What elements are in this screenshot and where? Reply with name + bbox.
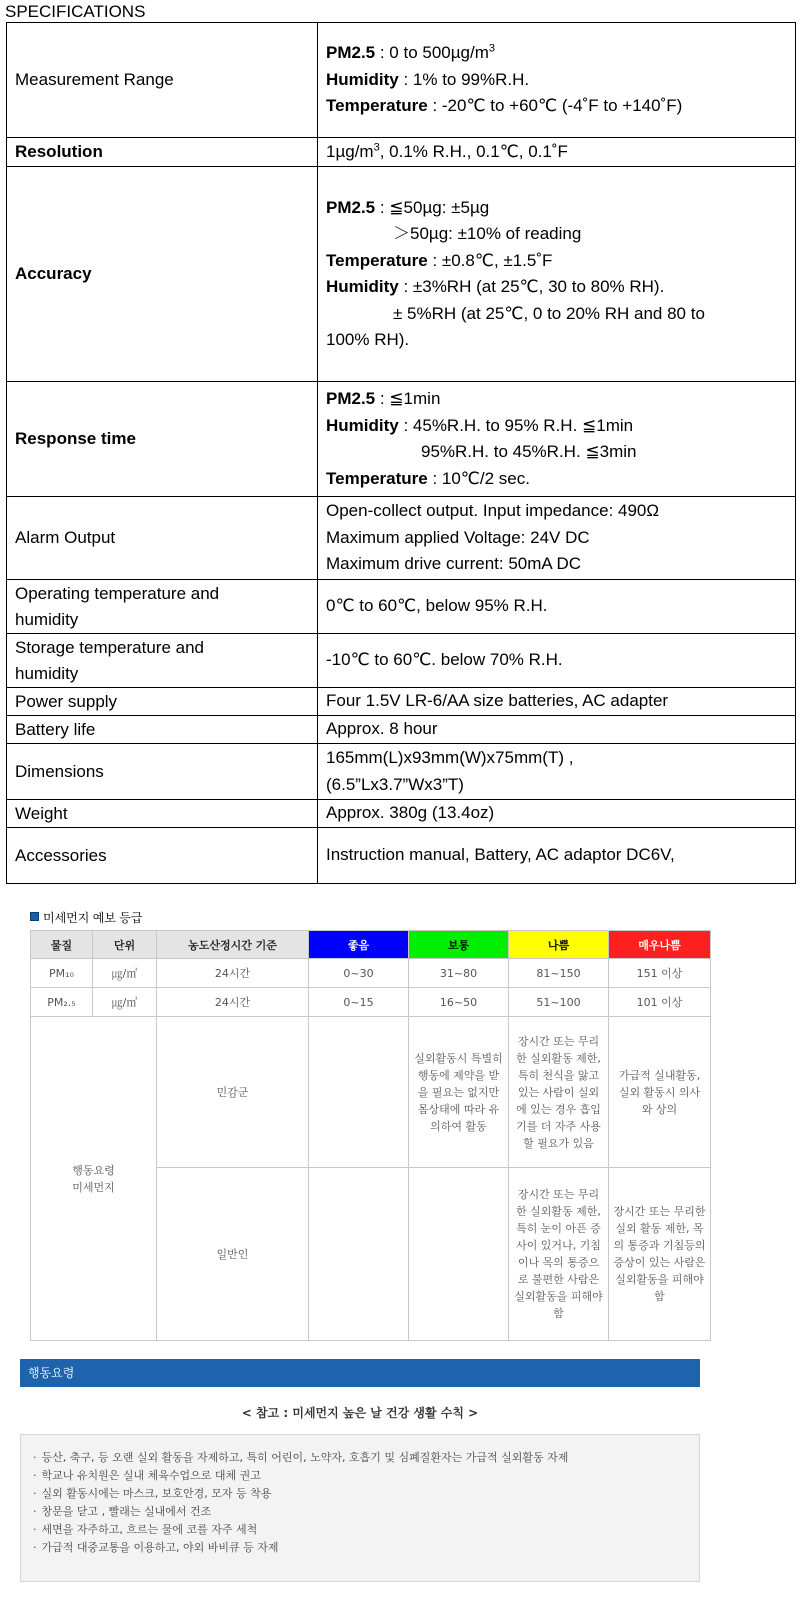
spec-value: -10℃ to 60℃. below 70% R.H. — [318, 634, 796, 688]
spec-value: 0℃ to 60℃, below 95% R.H. — [318, 580, 796, 634]
header-cell-good: 좋음 — [309, 931, 409, 959]
table-row — [7, 497, 796, 580]
list-item: · 창문을 닫고 , 빨래는 실내에서 건조 — [33, 1503, 699, 1521]
table-cell: 81~150 — [509, 959, 609, 988]
spec-label: Measurement Range — [7, 23, 318, 138]
table-cell: 장시간 또는 무리한 실외 활동 제한, 목의 통증과 기침등의 증상이 있는 사람은 실외활동을 피해야 함 — [609, 1168, 711, 1341]
table-cell: 31~80 — [409, 959, 509, 988]
list-item: · 실외 활동시에는 마스크, 보호안경, 모자 등 착용 — [33, 1485, 699, 1503]
table-row — [7, 167, 796, 382]
forecast-heading: 미세먼지 예보 등급 — [30, 909, 142, 926]
table-row — [7, 580, 796, 634]
header-cell: 단위 — [93, 931, 157, 959]
table-cell — [309, 1168, 409, 1341]
header-cell-normal: 보통 — [409, 931, 509, 959]
table-cell — [309, 1017, 409, 1168]
spec-value: Approx. 380g (13.4oz) — [318, 800, 796, 828]
spec-label: Alarm Output — [7, 497, 318, 580]
spec-value: PM2.5 : 0 to $500\mu g/m^3$ Humidity : 1% to 99%R.H. Temperature : -20℃ to +60℃ (-4˚F to +140˚F) — [318, 23, 796, 138]
table-row — [31, 1017, 711, 1168]
spec-label: Storage temperature and humidity — [7, 634, 318, 688]
spec-value: Open-collect output. Input impedance: 490Ω Maximum applied Voltage: 24V DC Maximum drive current: 50mA DC — [318, 497, 796, 580]
forecast-grade-table — [30, 930, 711, 1341]
table-cell: 실외활동시 특별히 행동에 제약을 받을 필요는 없지만 몸상태에 따라 유의하여 활동 — [409, 1017, 509, 1168]
table-cell: 0~15 — [309, 988, 409, 1017]
table-header-row — [31, 931, 711, 959]
table-cell: PM₁₀ — [31, 959, 93, 988]
spec-label: Weight — [7, 800, 318, 828]
table-row — [7, 800, 796, 828]
spec-label: Accuracy — [7, 167, 318, 382]
table-cell: 장시간 또는 무리한 실외활동 제한, 특히 눈이 아픈 증사이 있거나, 기침이나 목의 통증으로 불편한 사람은 실외활동을 피해야 함 — [509, 1168, 609, 1341]
table-row — [7, 744, 796, 800]
table-cell: 101 이상 — [609, 988, 711, 1017]
list-item: · 세면을 자주하고, 흐르는 물에 코를 자주 세척 — [33, 1521, 699, 1539]
specifications-table — [6, 22, 796, 884]
table-row — [7, 716, 796, 744]
table-row — [7, 688, 796, 716]
table-row — [7, 828, 796, 884]
table-cell: 0~30 — [309, 959, 409, 988]
spec-value: PM2.5 : ≦50µg: ±5µg ＞50µg: ±10% of reading Temperature : ±0.8℃, ±1.5˚F Humidity : ±3%RH (at 25℃, 30 to 80% RH). ± 5%RH (at 25℃, 0 to 20% RH and 80 to 100% RH). — [318, 167, 796, 382]
action-label-cell: 행동요령 미세먼지 — [31, 1017, 157, 1341]
table-row — [7, 634, 796, 688]
spec-value: Four 1.5V LR-6/AA size batteries, AC adapter — [318, 688, 796, 716]
list-item: · 학교나 유치원은 실내 체육수업으로 대체 권고 — [33, 1467, 699, 1485]
spec-value: $1\mu g/m^3$, 0.1% R.H., 0.1℃, 0.1˚F — [318, 138, 796, 167]
spec-label: Power supply — [7, 688, 318, 716]
spec-label: Response time — [7, 382, 318, 497]
table-cell: PM₂.₅ — [31, 988, 93, 1017]
spec-label: Resolution — [7, 138, 318, 167]
table-cell: 장시간 또는 무리한 실외활동 제한, 특히 천식을 앓고 있는 사람이 실외에 있는 경우 흡입기를 더 자주 사용할 필요가 있음 — [509, 1017, 609, 1168]
table-row — [7, 382, 796, 497]
header-cell-bad: 나쁨 — [509, 931, 609, 959]
guide-list — [33, 1449, 699, 1557]
guide-section-bar: 행동요령 — [20, 1359, 700, 1387]
table-row — [31, 959, 711, 988]
spec-label: Battery life — [7, 716, 318, 744]
square-bullet-icon — [30, 912, 39, 921]
spec-value: Approx. 8 hour — [318, 716, 796, 744]
header-cell: 물질 — [31, 931, 93, 959]
table-cell: 51~100 — [509, 988, 609, 1017]
table-cell: ㎍/㎥ — [93, 988, 157, 1017]
reference-heading: < 참고 : 미세먼지 높은 날 건강 생활 수칙 > — [241, 1406, 479, 1420]
table-row — [31, 988, 711, 1017]
table-cell: 24시간 — [157, 988, 309, 1017]
group-cell-general: 일반인 — [157, 1168, 309, 1341]
spec-label: Dimensions — [7, 744, 318, 800]
list-item: · 등산, 축구, 등 오랜 실외 활동을 자제하고, 특히 어린이, 노약자, 호흡기 및 심폐질환자는 가급적 실외활동 자제 — [33, 1449, 699, 1467]
table-row — [7, 23, 796, 138]
group-cell-sensitive: 민감군 — [157, 1017, 309, 1168]
table-cell: 16~50 — [409, 988, 509, 1017]
table-cell: 151 이상 — [609, 959, 711, 988]
specifications-title: SPECIFICATIONS — [5, 2, 146, 21]
spec-value: 165mm(L)x93mm(W)x75mm(T) , (6.5”Lx3.7”Wx3”T) — [318, 744, 796, 800]
spec-value: Instruction manual, Battery, AC adaptor DC6V, — [318, 828, 796, 884]
list-item: · 가급적 대중교통을 이용하고, 야외 바비큐 등 자제 — [33, 1539, 699, 1557]
table-cell — [409, 1168, 509, 1341]
table-cell: 가급적 실내활동, 실외 활동시 의사와 상의 — [609, 1017, 711, 1168]
guide-box — [20, 1434, 700, 1582]
header-cell: 농도산정시간 기준 — [157, 931, 309, 959]
spec-label: Operating temperature and humidity — [7, 580, 318, 634]
spec-value: PM2.5 : ≦1min Humidity : 45%R.H. to 95% R.H. ≦1min 95%R.H. to 45%R.H. ≦3min Temperature : 10℃/2 sec. — [318, 382, 796, 497]
table-row — [7, 138, 796, 167]
table-cell: ㎍/㎥ — [93, 959, 157, 988]
header-cell-very-bad: 매우나쁨 — [609, 931, 711, 959]
spec-label: Accessories — [7, 828, 318, 884]
table-cell: 24시간 — [157, 959, 309, 988]
